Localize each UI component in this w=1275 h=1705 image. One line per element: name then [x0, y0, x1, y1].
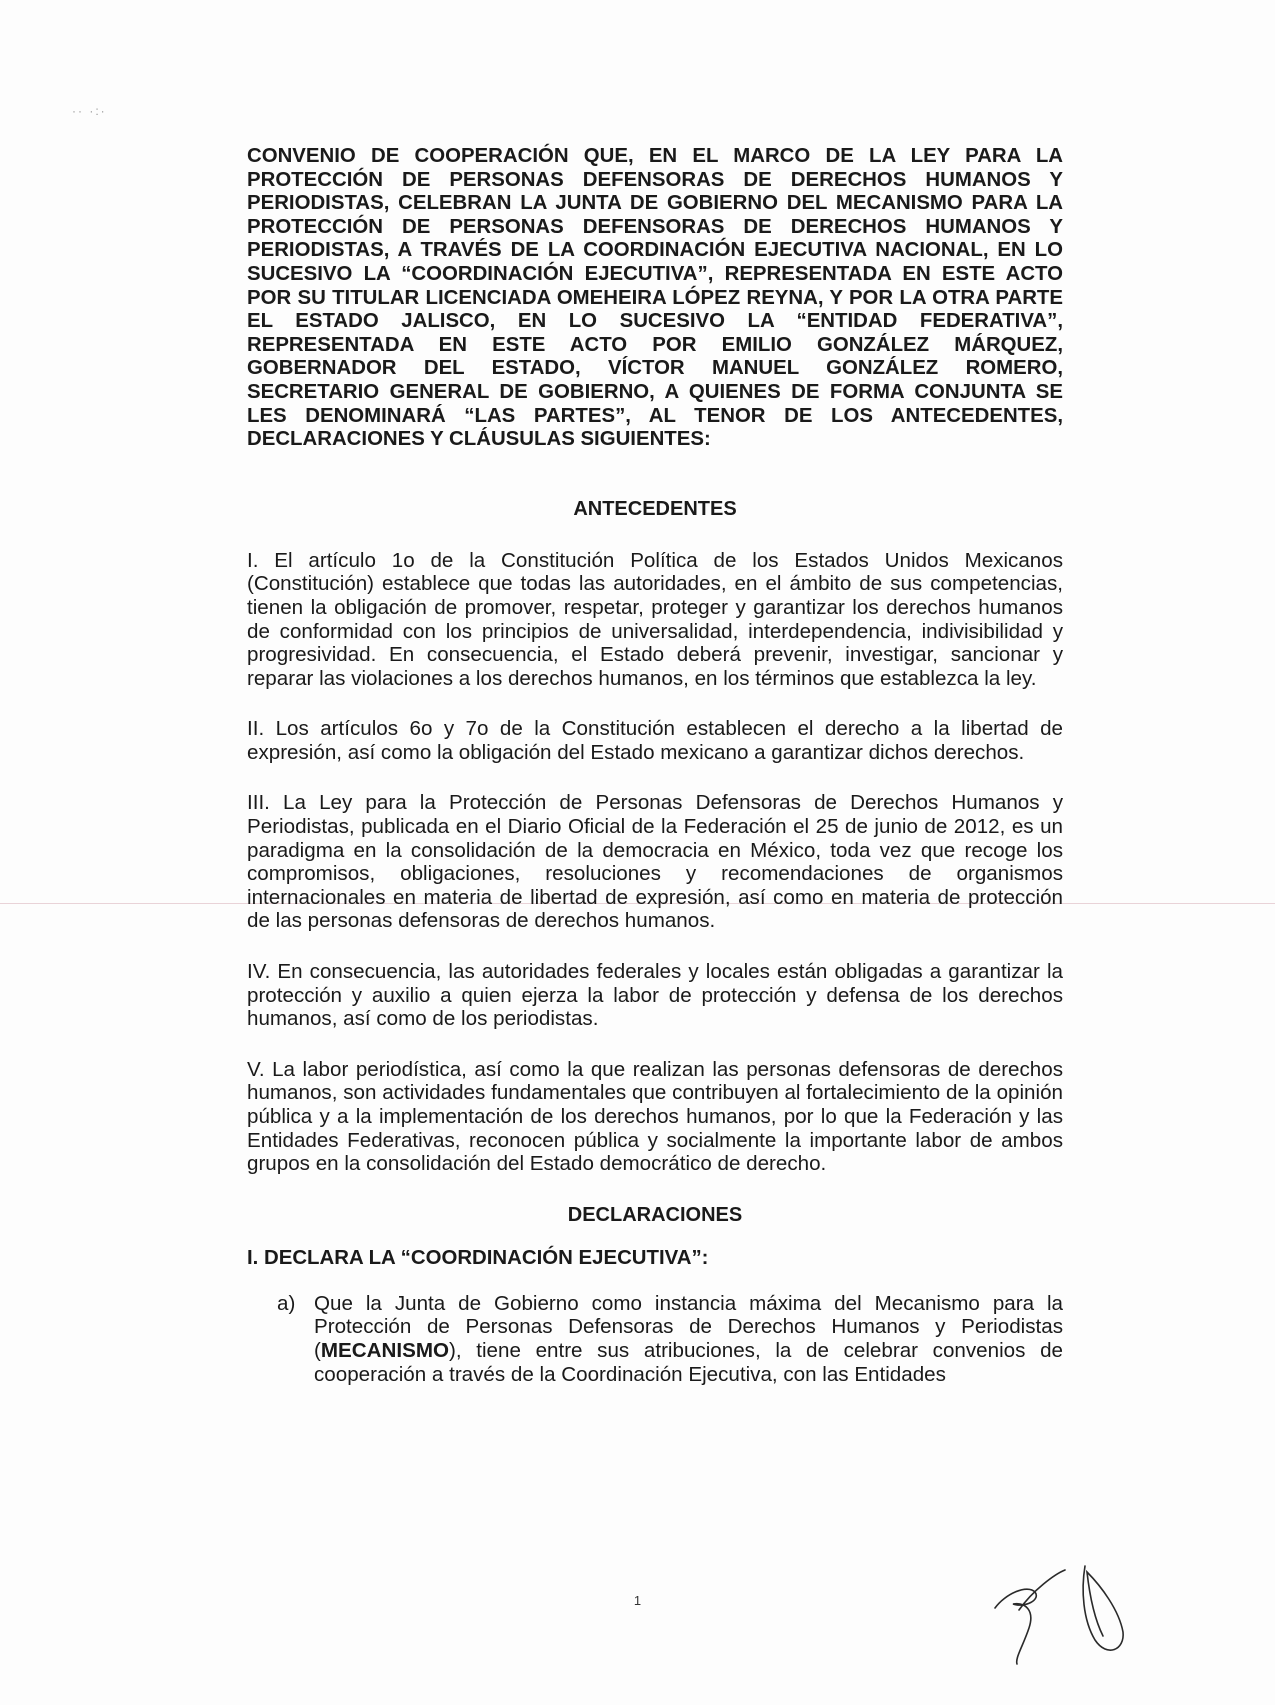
- antecedente-i: I. El artículo 1o de la Constitución Política de los Estados Unidos Mexicanos (Constitución) establece que todas las autoridades, en el ámbito de sus competencias, tienen la obligación de promover, respetar, proteger y garantizar los derechos humanos de conformidad con los principios de universalidad, interdependencia, indivisibilidad y progresividad. En consecuencia, el Estado deberá prevenir, investigar, sancionar y reparar las violaciones a los derechos humanos, en los términos que establezca la ley.: [247, 548, 1063, 690]
- item-text-before: Que la Junta de Gobierno como instancia máxima del Mecanismo para la Protección de Personas Defensoras de Derechos Humanos y Periodistas (: [314, 1291, 1063, 1362]
- page-number: 1: [633, 1593, 642, 1608]
- item-text-after: ), tiene entre sus atribuciones, la de celebrar convenios de cooperación a través de la Coordinación Ejecutiva, con las Entidades: [314, 1338, 1063, 1386]
- document-body: [247, 145, 1063, 1386]
- declaracion-item-a-text: [314, 1292, 1063, 1386]
- document-title: CONVENIO DE COOPERACIÓN QUE, EN EL MARCO DE LA LEY PARA LA PROTECCIÓN DE PERSONAS DEFENSORAS DE DERECHOS HUMANOS Y PERIODISTAS, CELEBRAN LA JUNTA DE GOBIERNO DEL MECANISMO PARA LA PROTECCIÓN DE PERSONAS DEFENSORAS DE DERECHOS HUMANOS Y PERIODISTAS, A TRAVÉS DE LA COORDINACIÓN EJECUTIVA NACIONAL, EN LO SUCESIVO LA “COORDINACIÓN EJECUTIVA”, REPRESENTADA EN ESTE ACTO POR SU TITULAR LICENCIADA OMEHEIRA LÓPEZ REYNA, Y POR LA OTRA PARTE EL ESTADO JALISCO, EN LO SUCESIVO LA “ENTIDAD FEDERATIVA”, REPRESENTADA EN ESTE ACTO POR EMILIO GONZÁLEZ MÁRQUEZ, GOBERNADOR DEL ESTADO, VÍCTOR MANUEL GONZÁLEZ ROMERO, SECRETARIO GENERAL DE GOBIERNO, A QUIENES DE FORMA CONJUNTA SE LES DENOMINARÁ “LAS PARTES”, AL TENOR DE LOS ANTECEDENTES, DECLARACIONES Y CLÁUSULAS SIGUIENTES:: [247, 145, 1063, 451]
- antecedente-iv: IV. En consecuencia, las autoridades federales y locales están obligadas a garantizar la protección y auxilio a quien ejerza la labor de protección y defensa de los derechos humanos, así como de los periodistas.: [247, 960, 1063, 1031]
- antecedente-iii: III. La Ley para la Protección de Personas Defensoras de Derechos Humanos y Periodistas, publicada en el Diario Oficial de la Federación el 25 de junio de 2012, es un paradigma en la consolidación de la democracia en México, toda vez que recoge los compromisos, obligaciones, resoluciones y recomendaciones de organismos internacionales en materia de libertad de expresión, así como en materia de protección de las personas defensoras de derechos humanos.: [247, 791, 1063, 933]
- item-text-bold: MECANISMO: [320, 1338, 449, 1362]
- antecedente-ii: II. Los artículos 6o y 7o de la Constitución establecen el derecho a la libertad de expresión, así como la obligación del Estado mexicano a garantizar dichos derechos.: [247, 717, 1063, 764]
- antecedente-v: V. La labor periodística, así como la que realizan las personas defensoras de derechos humanos, son actividades fundamentales que contribuyen al fortalecimiento de la opinión pública y a la implementación de los derechos humanos, por lo que la Federación y las Entidades Federativas, reconocen pública y socialmente la importante labor de ambos grupos en la consolidación del Estado democrático de derecho.: [247, 1057, 1063, 1176]
- declara-coordinacion-heading: I. DECLARA LA “COORDINACIÓN EJECUTIVA”:: [247, 1246, 709, 1269]
- declaraciones-heading: DECLARACIONES: [567, 1203, 743, 1226]
- declaracion-item-a: [277, 1292, 1063, 1386]
- handwritten-initials: [985, 1550, 1135, 1670]
- antecedentes-heading: ANTECEDENTES: [573, 497, 737, 520]
- scan-specks: ·· ·:·: [72, 104, 107, 118]
- list-marker: a): [277, 1291, 296, 1315]
